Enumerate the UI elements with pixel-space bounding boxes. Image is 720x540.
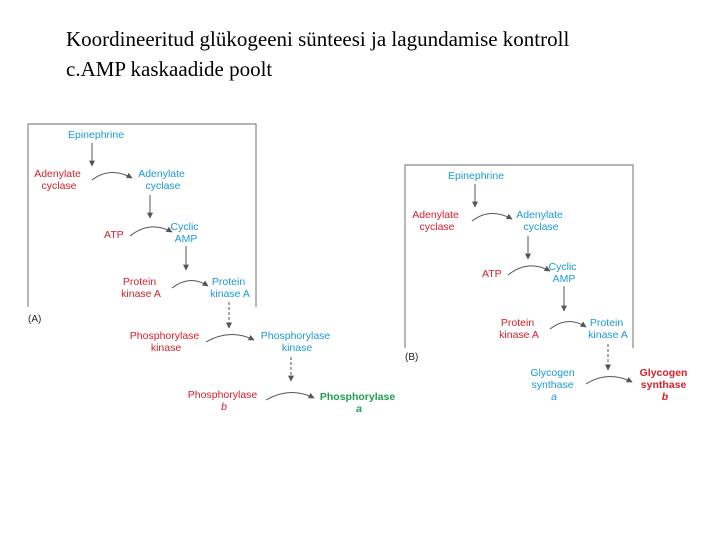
panel-b-cyclic-amp: Cyclic AMP bbox=[548, 261, 577, 285]
panel-a-phosphorylase-kinase-inactive: Phosphorylase kinase bbox=[129, 330, 200, 354]
panel-a-protein-kinase-active: Protein kinase A bbox=[210, 276, 250, 300]
panel-a-phosphorylase-kinase-activation-arrow bbox=[206, 334, 254, 342]
panel-b-glycogen-synthase-b: Glycogen synthase b bbox=[639, 367, 688, 403]
panel-a-phosphorylase-activation-arrow bbox=[266, 392, 314, 400]
panel-b-atp-label: ATP bbox=[482, 268, 502, 280]
panel-a-epinephrine-label: Epinephrine bbox=[68, 129, 125, 141]
panel-b bbox=[405, 165, 690, 403]
panel-a-cyclase-activation-arrow bbox=[92, 172, 132, 180]
slide-title-line-2: c.AMP kaskaadide poolt bbox=[66, 57, 273, 81]
panel-b-cyclase-activation-arrow bbox=[472, 213, 512, 221]
panel-b-protein-kinase-inactive: Protein kinase A bbox=[499, 317, 539, 341]
panel-a-adenylate-cyclase-inactive: Adenylate cyclase bbox=[34, 168, 81, 192]
panel-a-atp-label: ATP bbox=[104, 229, 124, 241]
panel-a-phosphorylase-b: Phosphorylase b bbox=[187, 389, 258, 413]
panel-a-protein-kinase-inactive: Protein kinase A bbox=[121, 276, 161, 300]
panel-b-epinephrine-label: Epinephrine bbox=[448, 170, 505, 182]
panel-a-cyclic-amp: Cyclic AMP bbox=[170, 221, 199, 245]
panel-a-tag: (A) bbox=[28, 314, 42, 325]
panel-b-kinase-activation-arrow bbox=[550, 321, 586, 329]
panel-a-kinase-activation-arrow bbox=[172, 280, 208, 288]
panel-b-adenylate-cyclase-inactive: Adenylate cyclase bbox=[412, 209, 459, 233]
panel-a-atp-conversion-arrow bbox=[130, 227, 172, 236]
panel-b-adenylate-cyclase-active: Adenylate cyclase bbox=[516, 209, 563, 233]
panel-b-glycogen-synthase-a: Glycogen synthase a bbox=[530, 367, 575, 403]
panel-b-synthase-inactivation-arrow bbox=[586, 376, 632, 384]
panel-b-protein-kinase-active: Protein kinase A bbox=[588, 317, 628, 341]
panel-a-phosphorylase-a: Phosphorylase a bbox=[319, 391, 396, 415]
panel-a-phosphorylase-kinase-active: Phosphorylase kinase bbox=[260, 330, 331, 354]
panel-b-tag: (B) bbox=[405, 352, 419, 363]
panel-a-adenylate-cyclase-active: Adenylate cyclase bbox=[138, 168, 185, 192]
slide-title-line-1: Koordineeritud glükogeeni sünteesi ja lagundamise kontroll bbox=[66, 27, 570, 51]
panel-b-atp-conversion-arrow bbox=[508, 266, 550, 275]
panel-a bbox=[28, 124, 398, 415]
